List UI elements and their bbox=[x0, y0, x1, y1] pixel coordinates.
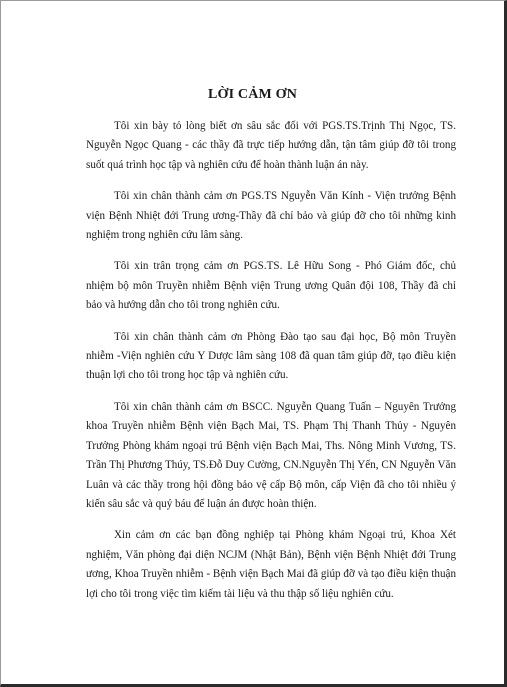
paragraph-5: Tôi xin chân thành cảm ơn BSCC. Nguyễn Quang Tuấn – Nguyên Trưởng khoa Truyền nhiễm Bệnh viện Bạch Mai, TS. Phạm Thị Thanh Thủy - Nguyên Trưởng Phòng khám ngoại trú Bệnh viện Bạch Mai, Ths. Nông Minh Vương, TS. Trần Thị Phương Thúy, TS.Đỗ Duy Cường, CN.Nguyễn Thị Yến, CN Nguyễn Văn Luân và các thầy trong hội đồng bảo vệ cấp Bộ môn, cấp Viện đã cho tôi nhiều ý kiến sâu sắc và quý báu để luận án được hoàn thiện. bbox=[86, 400, 456, 510]
paragraph-1: Tôi xin bày tỏ lòng biết ơn sâu sắc đối với PGS.TS.Trịnh Thị Ngọc, TS. Nguyễn Ngọc Quang - các thầy đã trực tiếp hướng dẫn, tận tâm giúp đỡ tôi trong suốt quá trình học tập và nghiên cứu để hoàn thành luận án này. bbox=[86, 120, 456, 171]
document-body bbox=[86, 117, 456, 616]
paragraph-4: Tôi xin chân thành cảm ơn Phòng Đào tạo sau đại học, Bộ môn Truyền nhiễm -Viện nghiên cứu Y Dược lâm sàng 108 đã quan tâm giúp đỡ, tạo điều kiện thuận lợi cho tôi trong học tập và nghiên cứu. bbox=[86, 330, 456, 382]
paragraph-6: Xin cảm ơn các bạn đồng nghiệp tại Phòng khám Ngoại trú, Khoa Xét nghiệm, Văn phòng đại diện NCJM (Nhật Bản), Bệnh viện Bệnh Nhiệt đới Trung ương, Khoa Truyền nhiễm - Bệnh viện Bạch Mai đã giúp đỡ và tạo điều kiện thuận lợi cho tôi trong việc tìm kiếm tài liệu và thu thập số liệu nghiên cứu. bbox=[86, 529, 456, 600]
paragraph-3: Tôi xin trân trọng cảm ơn PGS.TS. Lê Hữu Song - Phó Giám đốc, chủ nhiệm bộ môn Truyền nhiễm Bệnh viện Trung ương Quân đội 108, Thầy đã chỉ bảo và hướng dẫn cho tôi trong nghiên cứu. bbox=[86, 260, 456, 312]
paragraph-2: Tôi xin chân thành cảm ơn PGS.TS Nguyễn Văn Kính - Viện trưởng Bệnh viện Bệnh Nhiệt đới Trung ương-Thầy đã chỉ bảo và giúp đỡ cho tôi những kinh nghiệm trong nghiên cứu lâm sàng. bbox=[86, 190, 456, 242]
page-title: LỜI CẢM ƠN bbox=[207, 87, 298, 102]
